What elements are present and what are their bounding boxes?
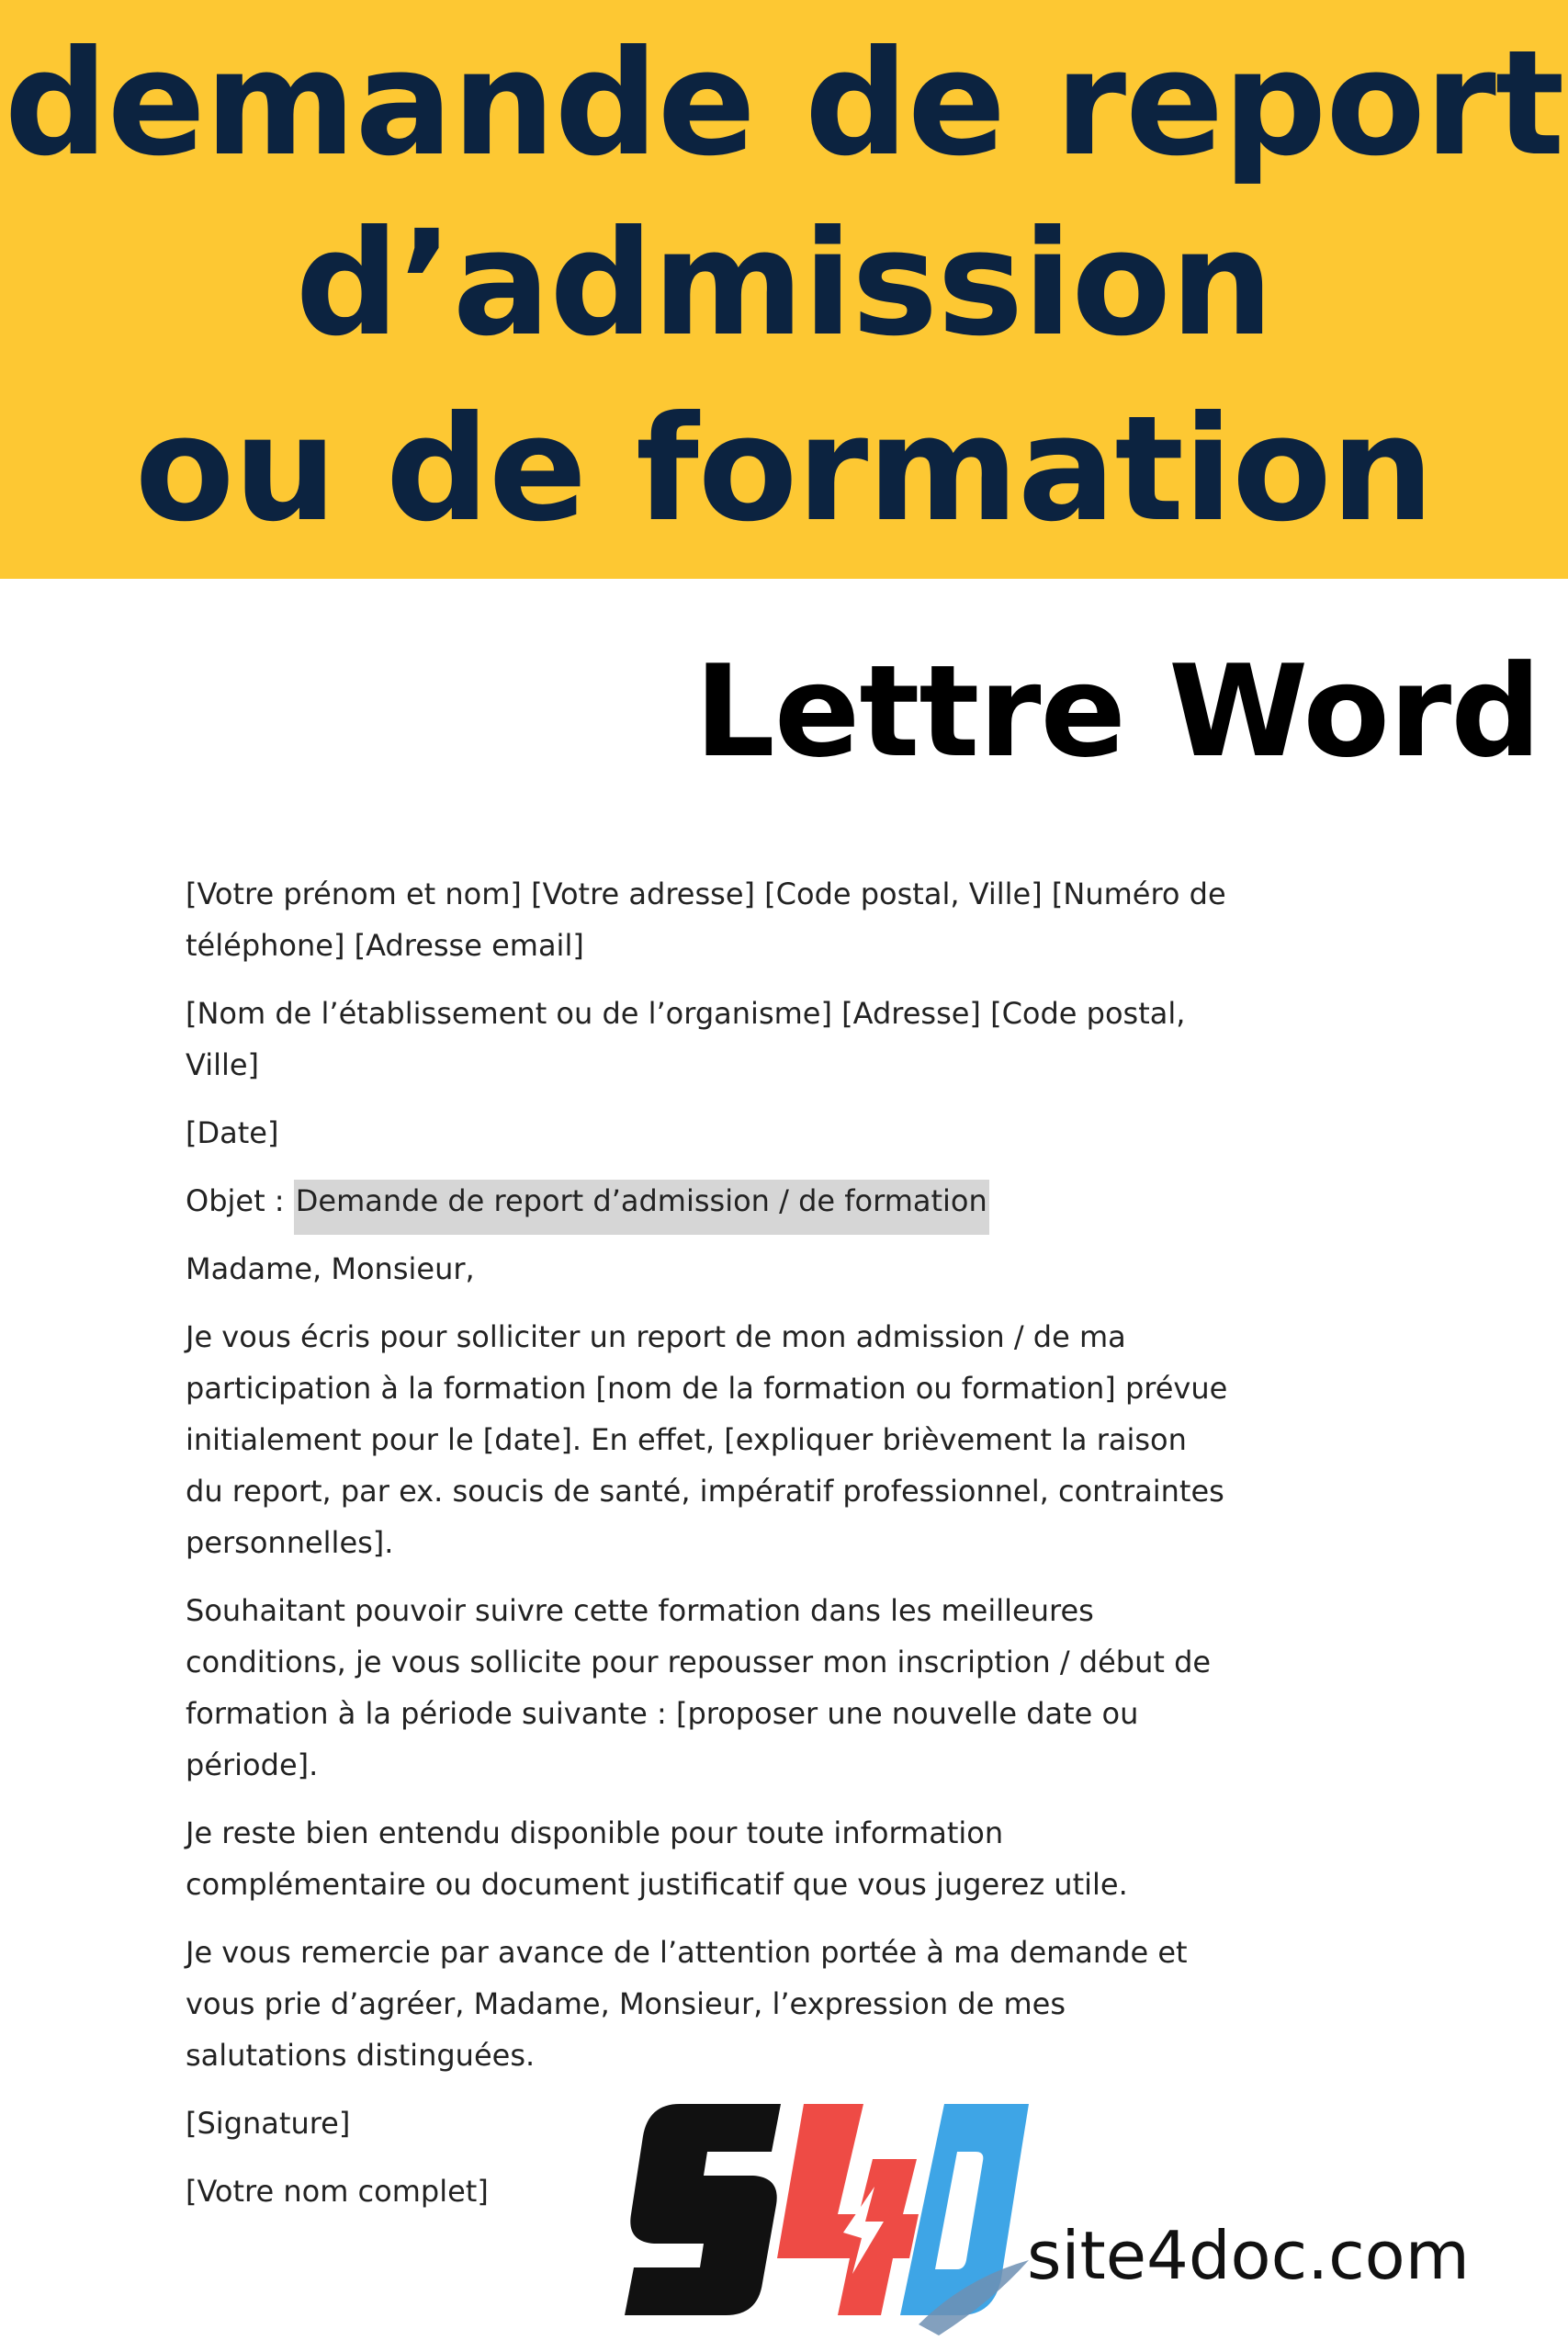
paragraph-3: Je reste bien entendu disponible pour toute information complémentaire ou document justificatif que vous jugerez utile. bbox=[186, 1815, 1128, 1902]
sender-block: [Votre prénom et nom] [Votre adresse] [Code postal, Ville] [Numéro de téléphone] [Adresse email] bbox=[186, 876, 1226, 963]
greeting: Madame, Monsieur, bbox=[186, 1251, 475, 1286]
object-text-highlight: Demande de report d’admission / de formation bbox=[294, 1180, 989, 1235]
title-line-3: ou de formation bbox=[134, 385, 1434, 554]
paragraph-1: Je vous écris pour solliciter un report de mon admission / de ma participation à la formation [nom de la formation ou formation] prévue initialement pour le [date]. En effet, [expliquer brièvement la raison du report, par ex. soucis de santé, impératif professionnel, contraintes personnelles]. bbox=[186, 1319, 1228, 1560]
letter-date: [Date] bbox=[186, 1115, 279, 1150]
title-line-2: d’admission bbox=[295, 199, 1273, 368]
signature-line: [Signature] bbox=[186, 2106, 351, 2141]
full-name-line: [Votre nom complet] bbox=[186, 2174, 489, 2209]
s4d-logo-icon bbox=[597, 2095, 1029, 2343]
title-banner bbox=[0, 0, 1568, 579]
paragraph-2: Souhaitant pouvoir suivre cette formation dans les meilleures conditions, je vous sollicite pour repousser mon inscription / début de formation à la période suivante : [proposer une nouvelle date ou période]. bbox=[186, 1593, 1212, 1782]
site4doc-label: site4doc.com bbox=[1027, 2217, 1470, 2294]
object-line bbox=[186, 1175, 1233, 1227]
subtitle-lettre-word: Lettre Word bbox=[694, 638, 1540, 786]
letter-body bbox=[186, 868, 1233, 2233]
title-line-1: demande de report bbox=[4, 19, 1564, 188]
recipient-block: [Nom de l’établissement ou de l’organisme] [Adresse] [Code postal, Ville] bbox=[186, 996, 1186, 1082]
paragraph-4: Je vous remercie par avance de l’attention portée à ma demande et vous prie d’agréer, Madame, Monsieur, l’expression de mes salutations distinguées. bbox=[186, 1935, 1188, 2073]
object-label: Objet : bbox=[186, 1183, 294, 1218]
